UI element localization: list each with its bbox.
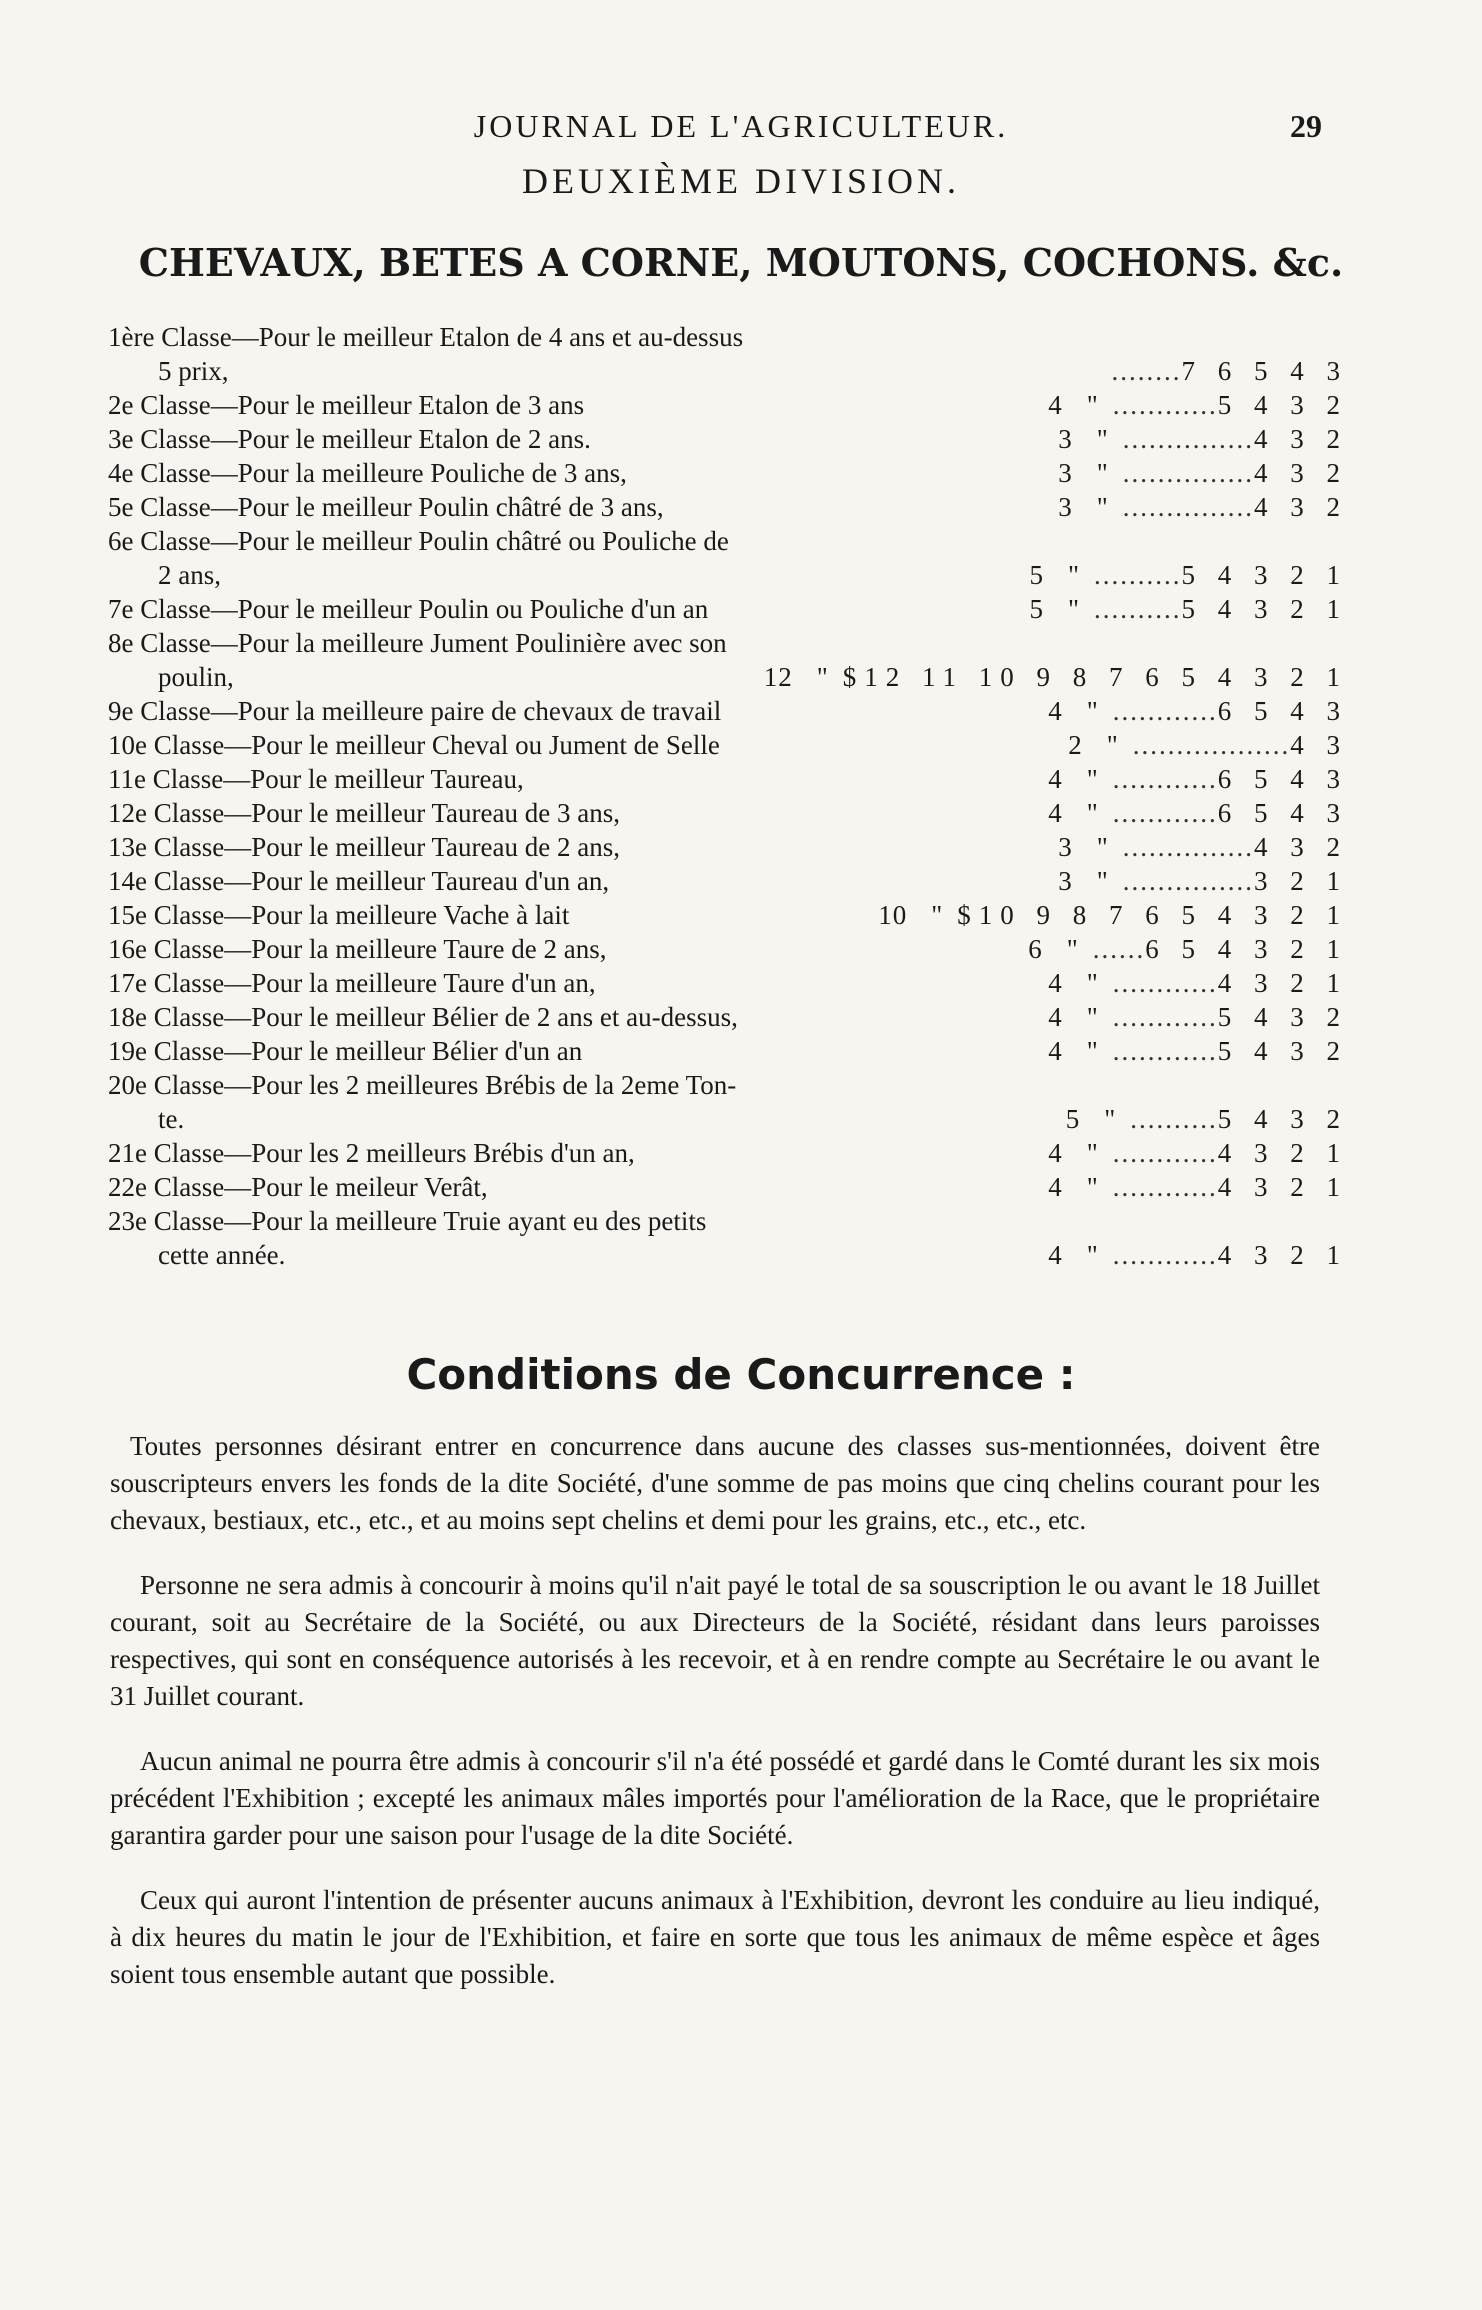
- prize-count: 3: [1058, 832, 1073, 862]
- class-description-line: 6e Classe—Pour le meilleur Poulin châtré ou Pouliche de: [108, 526, 729, 556]
- class-description-line: 22e Classe—Pour le meileur Verât,: [108, 1172, 488, 1202]
- prize-amounts: [1048, 762, 1348, 796]
- prize-amounts: [1029, 592, 1348, 626]
- prize-values: 4 3 2: [1254, 458, 1348, 488]
- class-description: [108, 1170, 948, 1204]
- ditto-mark: ": [1086, 696, 1099, 726]
- prize-count: 10: [878, 900, 908, 930]
- class-description: [108, 388, 948, 422]
- running-head: JOURNAL DE L'AGRICULTEUR.: [473, 108, 1009, 144]
- prize-values: 6 5 4 3: [1217, 696, 1348, 726]
- ditto-mark: ": [1096, 492, 1109, 522]
- prize-amounts: [1058, 456, 1348, 490]
- prize-class-row: [108, 456, 1348, 490]
- ditto-mark: ": [931, 900, 944, 930]
- prize-amounts: [1058, 490, 1348, 524]
- dot-leader: ............: [1112, 764, 1218, 794]
- prize-class-row: [108, 1170, 1348, 1204]
- class-description-line: 9e Classe—Pour la meilleure paire de chevaux de travail: [108, 696, 722, 726]
- dot-leader: ...............: [1122, 458, 1254, 488]
- ditto-mark: ": [1096, 832, 1109, 862]
- class-description: [108, 898, 948, 932]
- prize-values: $10 9 8 7 6 5 4 3 2 1: [957, 900, 1348, 930]
- condition-paragraph: Toutes personnes désirant entrer en concurrence dans aucune des classes sus-mentionnées, doivent être souscripteurs envers les fonds de la dite Société, d'une somme de pas moins que cinq chelins courant pour les chevaux, bestiaux, etc., etc., et au moins sept chelins et demi pour les grains, etc., etc., etc.: [110, 1431, 1320, 1535]
- class-description-line: 8e Classe—Pour la meilleure Jument Poulinière avec son: [108, 628, 727, 658]
- prize-class-row: [108, 626, 1348, 694]
- ditto-mark: ": [1086, 1036, 1099, 1066]
- prize-amounts: [1048, 966, 1348, 1000]
- dot-leader: ............: [1112, 798, 1218, 828]
- class-description-line: 3e Classe—Pour le meilleur Etalon de 2 ans.: [108, 424, 591, 454]
- class-description: [108, 1068, 948, 1136]
- prize-amounts: [764, 660, 1348, 694]
- dot-leader: ............: [1112, 1036, 1218, 1066]
- prize-count: 4: [1048, 696, 1063, 726]
- prize-values: 4 3: [1290, 730, 1348, 760]
- class-description-line: 7e Classe—Pour le meilleur Poulin ou Pouliche d'un an: [108, 594, 709, 624]
- class-description-line: 4e Classe—Pour la meilleure Pouliche de 3 ans,: [108, 458, 627, 488]
- ditto-mark: ": [1067, 560, 1080, 590]
- prize-count: 4: [1048, 968, 1063, 998]
- prize-values: 6 5 4 3: [1217, 798, 1348, 828]
- class-description: [108, 932, 948, 966]
- conditions-text: [110, 1428, 1320, 2021]
- prize-count: 2: [1068, 730, 1083, 760]
- prize-class-row: [108, 728, 1348, 762]
- class-description: [108, 728, 948, 762]
- class-description-line: 23e Classe—Pour la meilleure Truie ayant eu des petits: [108, 1206, 707, 1236]
- class-description-line: 21e Classe—Pour les 2 meilleurs Brébis d'un an,: [108, 1138, 635, 1168]
- prize-amounts: [1058, 864, 1348, 898]
- dot-leader: ............: [1112, 696, 1218, 726]
- dot-leader: ...............: [1122, 866, 1254, 896]
- prize-class-row: [108, 524, 1348, 592]
- ditto-mark: ": [1096, 458, 1109, 488]
- dot-leader: ..........: [1130, 1104, 1218, 1134]
- dot-leader: ........: [1111, 356, 1182, 386]
- prize-count: 3: [1058, 492, 1073, 522]
- prize-values: 3 2 1: [1254, 866, 1348, 896]
- prize-class-row: [108, 1136, 1348, 1170]
- dot-leader: ............: [1112, 1002, 1218, 1032]
- prize-values: 5 4 3 2: [1217, 390, 1348, 420]
- prize-amounts: [878, 898, 1348, 932]
- prize-count: 4: [1048, 1240, 1063, 1270]
- prize-amounts: [1048, 1034, 1348, 1068]
- prize-values: 7 6 5 4 3: [1181, 356, 1348, 386]
- ditto-mark: ": [1067, 594, 1080, 624]
- ditto-mark: ": [1086, 1138, 1099, 1168]
- class-description: [108, 456, 948, 490]
- class-description-line: 16e Classe—Pour la meilleure Taure de 2 ans,: [108, 934, 607, 964]
- class-description: [108, 830, 948, 864]
- conditions-heading: Conditions de Concurrence :: [406, 1350, 1076, 1399]
- ditto-mark: ": [1066, 934, 1079, 964]
- page-number: 29: [1290, 108, 1322, 144]
- dot-leader: ...............: [1122, 832, 1254, 862]
- prize-count: 3: [1058, 866, 1073, 896]
- prize-amounts: [1048, 694, 1348, 728]
- prize-count: 4: [1048, 1036, 1063, 1066]
- class-description: [108, 524, 948, 592]
- class-description: [108, 796, 948, 830]
- condition-paragraph: Aucun animal ne pourra être admis à concourir s'il n'a été possédé et gardé dans le Comté durant les six mois précédent l'Exhibition ; excepté les animaux mâles importés pour l'amélioration de la Race, que le propriétaire garantira garder pour une saison pour l'usage de la dite Société.: [110, 1746, 1320, 1850]
- ditto-mark: ": [1086, 1002, 1099, 1032]
- dot-leader: ...............: [1122, 492, 1254, 522]
- ditto-mark: ": [816, 662, 829, 692]
- prize-amounts: [1058, 830, 1348, 864]
- class-description: [108, 694, 948, 728]
- prize-values: 4 3 2: [1254, 424, 1348, 454]
- class-description: [108, 1000, 948, 1034]
- ditto-mark: ": [1086, 1172, 1099, 1202]
- prize-count: 5: [1065, 1104, 1081, 1134]
- class-description: [108, 1204, 948, 1272]
- prize-class-row: [108, 1034, 1348, 1068]
- ditto-mark: ": [1086, 798, 1099, 828]
- condition-paragraph: Personne ne sera admis à concourir à moins qu'il n'ait payé le total de sa souscription le ou avant le 18 Juillet courant, soit au Secrétaire de la Société, ou aux Directeurs de la Société, résidant dans leurs paroisses respectives, qui sont en conséquence autorisés à les recevoir, et à en rendre compte au Secrétaire le ou avant le 31 Juillet courant.: [110, 1570, 1320, 1711]
- prize-amounts: [1058, 422, 1348, 456]
- prize-class-list: [108, 320, 1348, 1272]
- prize-values: 5 4 3 2: [1217, 1104, 1348, 1134]
- prize-values: 4 3 2 1: [1217, 1240, 1348, 1270]
- class-description-line: 1ère Classe—Pour le meilleur Etalon de 4 ans et au-dessus: [108, 322, 744, 352]
- prize-values: 4 3 2 1: [1217, 1138, 1348, 1168]
- dot-leader: ............: [1112, 1138, 1218, 1168]
- prize-class-row: [108, 898, 1348, 932]
- class-description-line: 11e Classe—Pour le meilleur Taureau,: [108, 764, 524, 794]
- prize-count: 4: [1048, 1002, 1063, 1032]
- prize-values: 5 4 3 2 1: [1181, 594, 1348, 624]
- class-description-continuation: poulin,: [158, 662, 234, 692]
- dot-leader: ............: [1112, 390, 1218, 420]
- prize-count: 6: [1028, 934, 1043, 964]
- prize-amounts: [1048, 1238, 1348, 1272]
- ditto-mark: ": [1086, 764, 1099, 794]
- prize-values: 6 5 4 3 2 1: [1145, 934, 1348, 964]
- class-description-line: 17e Classe—Pour la meilleure Taure d'un an,: [108, 968, 596, 998]
- prize-count: 3: [1058, 458, 1073, 488]
- prize-values: 4 3 2: [1254, 832, 1348, 862]
- class-description-line: 20e Classe—Pour les 2 meilleures Brébis de la 2eme Ton-: [108, 1070, 737, 1100]
- prize-class-row: [108, 490, 1348, 524]
- dot-leader: ............: [1112, 1172, 1218, 1202]
- class-description-line: 10e Classe—Pour le meilleur Cheval ou Jument de Selle: [108, 730, 720, 760]
- prize-values: 6 5 4 3: [1217, 764, 1348, 794]
- ditto-mark: ": [1104, 1104, 1117, 1134]
- ditto-mark: ": [1096, 424, 1109, 454]
- prize-amounts: [1112, 354, 1349, 388]
- class-description-line: 2e Classe—Pour le meilleur Etalon de 3 ans: [108, 390, 585, 420]
- prize-count: 4: [1048, 764, 1063, 794]
- prize-values: 5 4 3 2 1: [1181, 560, 1348, 590]
- class-description: [108, 320, 948, 388]
- prize-amounts: [1048, 1136, 1348, 1170]
- prize-amounts: [1048, 1170, 1348, 1204]
- prize-class-row: [108, 796, 1348, 830]
- prize-class-row: [108, 966, 1348, 1000]
- prize-amounts: [1066, 1102, 1348, 1136]
- class-description: [108, 762, 948, 796]
- prize-class-row: [108, 762, 1348, 796]
- prize-values: 5 4 3 2: [1217, 1036, 1348, 1066]
- prize-values: 4 3 2 1: [1217, 1172, 1348, 1202]
- dot-leader: ......: [1092, 934, 1146, 964]
- prize-amounts: [1029, 558, 1348, 592]
- condition-paragraph: Ceux qui auront l'intention de présenter aucuns animaux à l'Exhibition, devront les conduire au lieu indiqué, à dix heures du matin le jour de l'Exhibition, et faire en sorte que tous les animaux de même espèce et âges soient tous ensemble autant que possible.: [110, 1885, 1320, 1989]
- prize-amounts: [1028, 932, 1348, 966]
- class-description-continuation: 2 ans,: [158, 560, 221, 590]
- class-description-line: 19e Classe—Pour le meilleur Bélier d'un an: [108, 1036, 583, 1066]
- class-description-line: 12e Classe—Pour le meilleur Taureau de 3 ans,: [108, 798, 620, 828]
- class-description: [108, 864, 948, 898]
- dot-leader: ...............: [1122, 424, 1254, 454]
- prize-class-row: [108, 830, 1348, 864]
- class-description-continuation: te.: [158, 1104, 185, 1134]
- prize-class-row: [108, 1000, 1348, 1034]
- prize-amounts: [1048, 1000, 1348, 1034]
- prize-values: 4 3 2 1: [1217, 968, 1348, 998]
- class-description: [108, 422, 948, 456]
- prize-class-row: [108, 1068, 1348, 1136]
- ditto-mark: ": [1106, 730, 1119, 760]
- dot-leader: ..................: [1132, 730, 1291, 760]
- ditto-mark: ": [1086, 1240, 1099, 1270]
- class-description-line: 14e Classe—Pour le meilleur Taureau d'un an,: [108, 866, 610, 896]
- class-description: [108, 1034, 948, 1068]
- prize-class-row: [108, 320, 1348, 388]
- prize-count: 4: [1048, 798, 1063, 828]
- class-description: [108, 490, 948, 524]
- class-description-continuation: cette année.: [158, 1240, 286, 1270]
- class-description-continuation: 5 prix,: [158, 356, 229, 386]
- ditto-mark: ": [1086, 968, 1099, 998]
- prize-class-row: [108, 864, 1348, 898]
- prize-count: 4: [1048, 1138, 1063, 1168]
- prize-class-row: [108, 1204, 1348, 1272]
- class-description: [108, 592, 948, 626]
- prize-count: 4: [1048, 390, 1063, 420]
- dot-leader: ..........: [1094, 594, 1182, 624]
- prize-count: 4: [1048, 1172, 1063, 1202]
- prize-class-row: [108, 592, 1348, 626]
- class-description: [108, 966, 948, 1000]
- prize-values: 4 3 2: [1254, 492, 1348, 522]
- class-description-line: 15e Classe—Pour la meilleure Vache à lait: [108, 900, 570, 930]
- prize-class-row: [108, 388, 1348, 422]
- prize-amounts: [1048, 796, 1348, 830]
- class-description: [108, 1136, 948, 1170]
- prize-count: 3: [1058, 424, 1073, 454]
- division-title: DEUXIÈME DIVISION.: [522, 161, 960, 201]
- prize-amounts: [1048, 388, 1348, 422]
- prize-count: 12: [763, 662, 793, 692]
- prize-values: 5 4 3 2: [1217, 1002, 1348, 1032]
- prize-amounts: [1068, 728, 1348, 762]
- prize-class-row: [108, 694, 1348, 728]
- prize-count: 5: [1029, 560, 1044, 590]
- dot-leader: ............: [1112, 1240, 1218, 1270]
- ditto-mark: ": [1096, 866, 1109, 896]
- section-heading: CHEVAUX, BETES A CORNE, MOUTONS, COCHONS. &c.: [138, 240, 1344, 285]
- class-description-line: 18e Classe—Pour le meilleur Bélier de 2 ans et au-dessus,: [108, 1002, 738, 1032]
- dot-leader: ..........: [1094, 560, 1182, 590]
- prize-count: 5: [1029, 594, 1044, 624]
- prize-values: $12 11 10 9 8 7 6 5 4 3 2 1: [842, 662, 1348, 692]
- class-description-line: 5e Classe—Pour le meilleur Poulin châtré de 3 ans,: [108, 492, 664, 522]
- class-description-line: 13e Classe—Pour le meilleur Taureau de 2 ans,: [108, 832, 620, 862]
- ditto-mark: ": [1086, 390, 1099, 420]
- prize-class-row: [108, 422, 1348, 456]
- dot-leader: ............: [1112, 968, 1218, 998]
- prize-class-row: [108, 932, 1348, 966]
